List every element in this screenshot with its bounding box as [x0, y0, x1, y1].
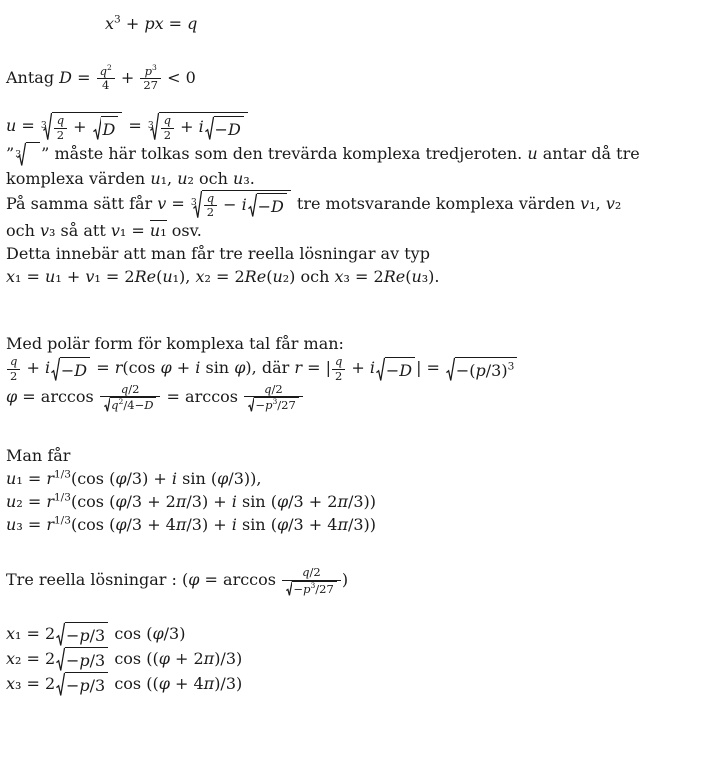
text-line: ” 3 ” måste här tolkas som den trevärda komplexa tredjeroten. u antar då tre: [6, 142, 719, 167]
cube-root: 3 $\frac{q}{2}$ + D: [41, 112, 122, 141]
math-line: Antag D = $\frac{q^2}{4}$ + $\frac{p^3}{27}$ < 0: [6, 63, 196, 93]
square-root: $-(p/3)^3$: [446, 357, 517, 382]
cube-root: 3 $\frac{q}{2}$ + i −D: [148, 112, 248, 141]
square-root: −D: [376, 357, 415, 382]
radical-icon: [376, 357, 385, 382]
square-root: −D: [51, 357, 90, 382]
radical-icon: [93, 116, 102, 141]
math-line: x₃ = 2 −p/3 cos ((φ + 4π)/3): [6, 673, 243, 695]
paragraph-polar-form: [6, 332, 719, 412]
paragraph-u-roots: [6, 444, 719, 536]
text-line: Detta innebär att man får tre reella lösningar av typ: [6, 244, 430, 264]
square-root: $q^2/4-D$: [104, 397, 157, 412]
square-root: −D: [248, 193, 287, 218]
text-line: komplexa värden u₁, u₂ och u₃.: [6, 168, 255, 188]
cube-root: 3 $\frac{q}{2}$ − i −D: [191, 190, 291, 219]
math-line: $u_3 = r^{1/3}(\cos$ (φ/3 + 4π/3) + i sin (φ/3 + 4π/3)): [6, 515, 377, 535]
root-index: 3: [15, 149, 22, 161]
math-line: Tre reella lösningar : (φ = arccos $\frac{q/2}{-p^3/27}$ ): [6, 565, 349, 596]
math-line: och v₃ så att v₁ = u₁ osv.: [6, 221, 202, 241]
math-line: $\frac{q}{2}$ + i −D = r(cos φ + i sin φ), där r = | $\frac{q}{2}$ + i −D | = $-(p/3)^3$: [6, 355, 719, 382]
math-line: x₁ = u₁ + v₁ = 2Re(u₁), x₂ = 2Re(u₂) och x₃ = 2Re(u₃).: [6, 267, 440, 287]
paragraph-solutions: [6, 622, 719, 697]
radical-icon: [446, 357, 455, 382]
fraction: $\frac{p^3}{27}$: [139, 65, 162, 92]
paragraph-u-definition: [6, 112, 719, 288]
root-index: 3: [190, 197, 197, 209]
radical-icon: [56, 622, 65, 647]
math-line: u = 3 $\frac{q}{2}$ + D = 3 $\frac{q}{2}$ + i −D: [6, 112, 719, 141]
math-line: x₁ = 2 −p/3 cos (φ/3): [6, 623, 186, 645]
radical-icon: [56, 672, 65, 697]
radical-icon: [248, 193, 257, 218]
math-line: $x^3$ + px = q: [105, 13, 198, 33]
square-root: $-p^3/27$: [248, 397, 299, 412]
square-root: D: [93, 116, 119, 141]
square-root: −p/3: [56, 622, 108, 647]
square-root: −p/3: [56, 647, 108, 672]
math-line: φ = arccos $\frac{q/2}{q^2/4-D}$ = arccos $\frac{q/2}{-p^3/27}$: [6, 383, 719, 412]
paragraph-assumption-discriminant: [6, 65, 719, 92]
math-line: x₂ = 2 −p/3 cos ((φ + 2π)/3): [6, 648, 243, 670]
radical-icon: [56, 647, 65, 672]
math-line: $u_2 = r^{1/3}(\cos$ (φ/3 + 2π/3) + i sin (φ/3 + 2π/3)): [6, 492, 377, 512]
text-line: Med polär form för komplexa tal får man:: [6, 334, 344, 354]
square-root: −D: [205, 116, 244, 141]
radical-icon: [51, 357, 60, 382]
text-line: Man får: [6, 446, 71, 466]
fraction: $\frac{q/2}{q^2/4-D}$: [99, 383, 162, 412]
math-line: $u_1 = r^{1/3}(\cos$ (φ/3) + i sin (φ/3)),: [6, 469, 262, 489]
paragraph-equation-cubic: [105, 12, 719, 35]
fraction: $\frac{q^2}{4}$: [96, 65, 116, 92]
fraction: $\frac{q}{2}$: [160, 114, 175, 141]
fraction: $\frac{q/2}{-p^3/27}$: [243, 383, 304, 412]
square-root: $-p^3/27$: [286, 581, 337, 596]
fraction: $\frac{q}{2}$: [6, 355, 21, 382]
root-index: 3: [40, 119, 47, 131]
root-index: 3: [147, 119, 154, 131]
fraction: $\frac{q}{2}$: [203, 192, 218, 219]
fraction: $\frac{q}{2}$: [53, 114, 68, 141]
heading-three-real-solutions: [6, 566, 719, 595]
fraction: $\frac{q/2}{-p^3/27}$: [281, 566, 342, 595]
fraction: $\frac{q}{2}$: [331, 355, 346, 382]
radical-icon: [205, 116, 214, 141]
math-line: På samma sätt får v = 3 $\frac{q}{2}$ − i −D tre motsvarande komplexa värden v₁, v₂: [6, 190, 622, 220]
overline-conjugate: u₁: [149, 221, 167, 241]
square-root: −p/3: [56, 672, 108, 697]
cube-root: [15, 142, 40, 167]
